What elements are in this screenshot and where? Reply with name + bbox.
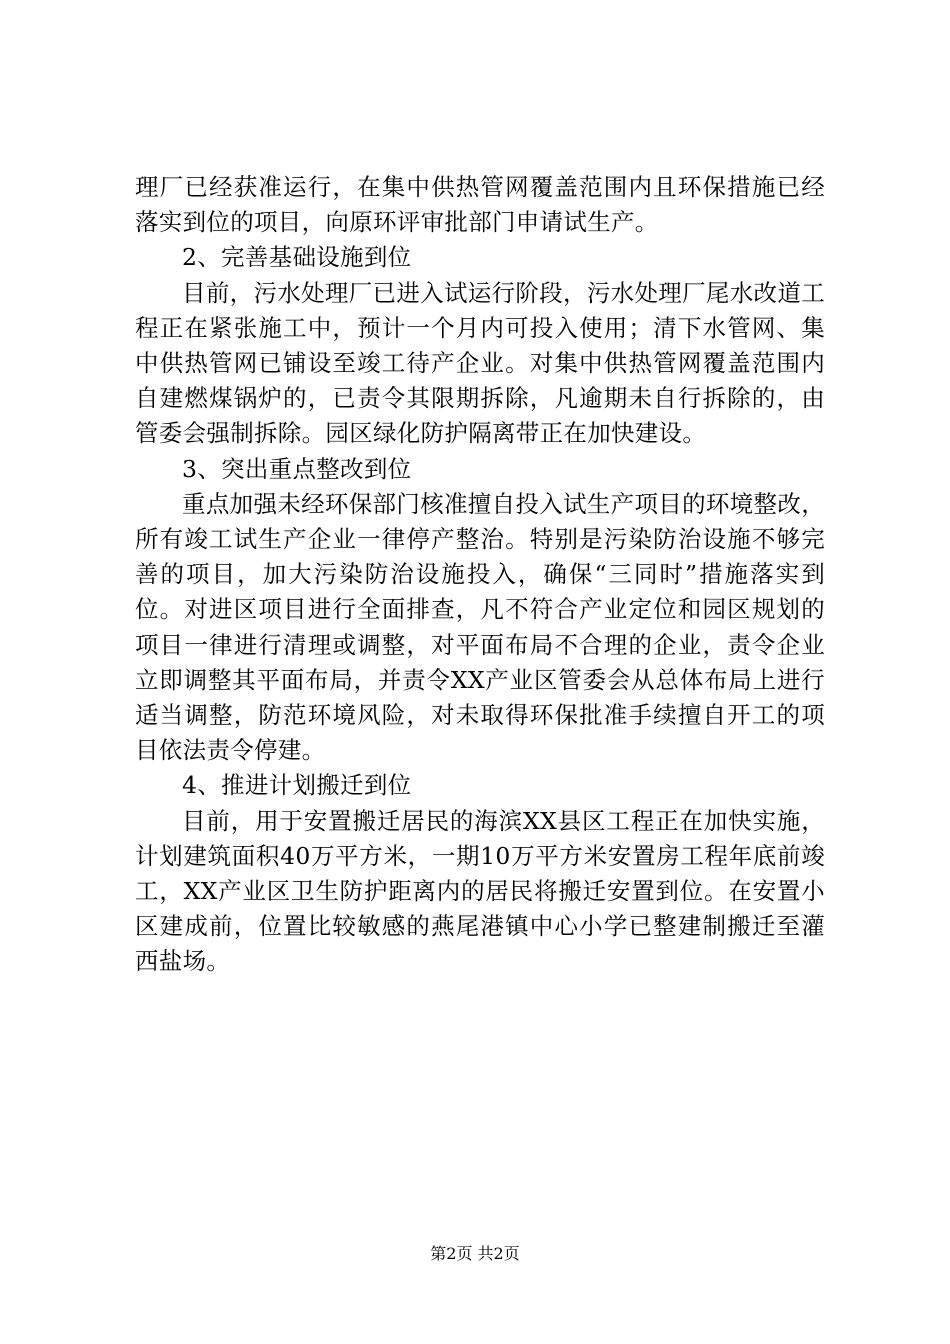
section-heading-2: 2、完善基础设施到位 [182, 243, 412, 272]
page-footer: 第2页 共2页 [430, 1244, 520, 1263]
paragraph-continuation: 理厂已经获准运行，在集中供热管网覆盖范围内且环保措施已经落实到位的项目，向原环评审批部门申请试生产。 [135, 173, 825, 237]
paragraph-rectification: 重点加强未经环保部门核准擅自投入试生产项目的环境整改，所有竣工试生产企业一律停产整治。特别是污染防治设施不够完善的项目，加大污染防治设施投入，确保“三同时”措施落实到位。对进区项目进行全面排查，凡不符合产业定位和园区规划的项目一律进行清理或调整，对平面布局不合理的企业，责令企业立即调整其平面布局，并责令XX产业区管委会从总体布局上进行适当调整，防范环境风险，对未取得环保批准手续擅自开工的项目依法责令停建。 [135, 489, 825, 765]
paragraph-infrastructure: 目前，污水处理厂已进入试运行阶段，污水处理厂尾水改道工程正在紧张施工中，预计一个月内可投入使用；清下水管网、集中供热管网已铺设至竣工待产企业。对集中供热管网覆盖范围内自建燃煤锅炉的，已责令其限期拆除，凡逾期未自行拆除的，由管委会强制拆除。园区绿化防护隔离带正在加快建设。 [135, 278, 825, 448]
paragraph-relocation: 目前，用于安置搬迁居民的海滨XX县区工程正在加快实施，计划建筑面积40万平方米，一期10万平方米安置房工程年底前竣工，XX产业区卫生防护距离内的居民将搬迁安置到位。在安置小区建成前，位置比较敏感的燕尾港镇中心小学已整建制搬迁至灌西盐场。 [135, 806, 825, 976]
document-body [135, 170, 825, 980]
section-heading-3: 3、突出重点整改到位 [182, 454, 412, 483]
section-heading-4: 4、推进计划搬迁到位 [182, 771, 412, 800]
